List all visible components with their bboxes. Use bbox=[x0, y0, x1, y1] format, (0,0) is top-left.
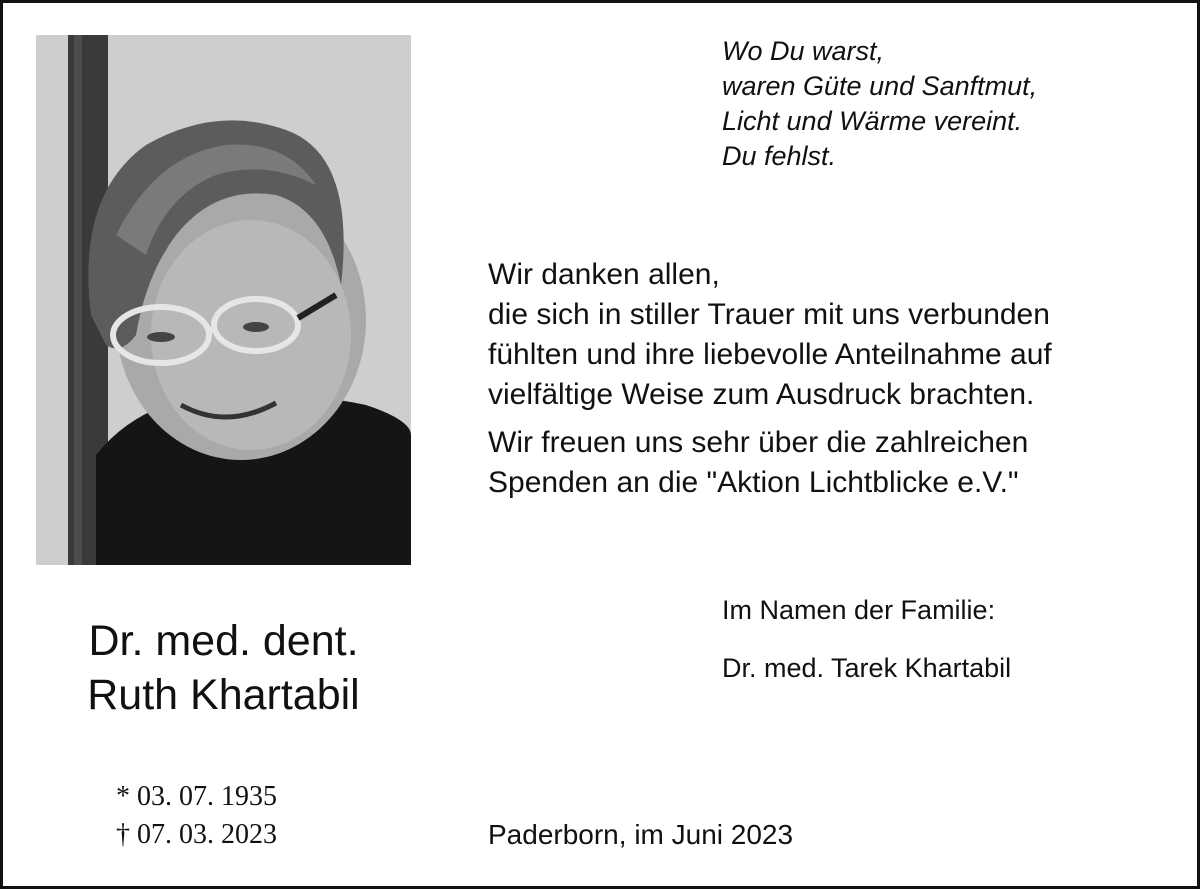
thanks-line: die sich in stiller Trauer mit uns verbunden bbox=[488, 298, 1050, 331]
poem-line: Wo Du warst, bbox=[722, 36, 885, 66]
thanks-line: Wir freuen uns sehr über die zahlreichen bbox=[488, 426, 1029, 459]
death-date: † 07. 03. 2023 bbox=[116, 819, 277, 850]
thanks-line: Spenden an die "Aktion Lichtblicke e.V." bbox=[488, 466, 1019, 499]
thanks-text bbox=[488, 255, 1052, 503]
portrait-photo-icon bbox=[36, 35, 411, 565]
thanks-line: fühlten und ihre liebevolle Anteilnahme auf bbox=[488, 338, 1052, 371]
deceased-title: Dr. med. dent. bbox=[88, 617, 359, 665]
portrait-photo bbox=[36, 35, 411, 565]
thanks-line: vielfältige Weise zum Ausdruck brachten. bbox=[488, 378, 1035, 411]
life-dates bbox=[116, 778, 277, 854]
deceased-fullname: Ruth Khartabil bbox=[87, 671, 360, 719]
thanks-line: Wir danken allen, bbox=[488, 258, 720, 291]
birth-date: * 03. 07. 1935 bbox=[116, 781, 277, 812]
poem-line: waren Güte und Sanftmut, bbox=[722, 71, 1038, 101]
deceased-name bbox=[36, 614, 411, 722]
poem bbox=[722, 34, 1037, 174]
signature-name: Dr. med. Tarek Khartabil bbox=[722, 653, 1012, 683]
poem-line: Licht und Wärme vereint. bbox=[722, 106, 1023, 136]
signature bbox=[722, 592, 1011, 686]
poem-line: Du fehlst. bbox=[722, 141, 837, 171]
place-date: Paderborn, im Juni 2023 bbox=[488, 819, 794, 850]
signature-intro: Im Namen der Familie: bbox=[722, 595, 996, 625]
